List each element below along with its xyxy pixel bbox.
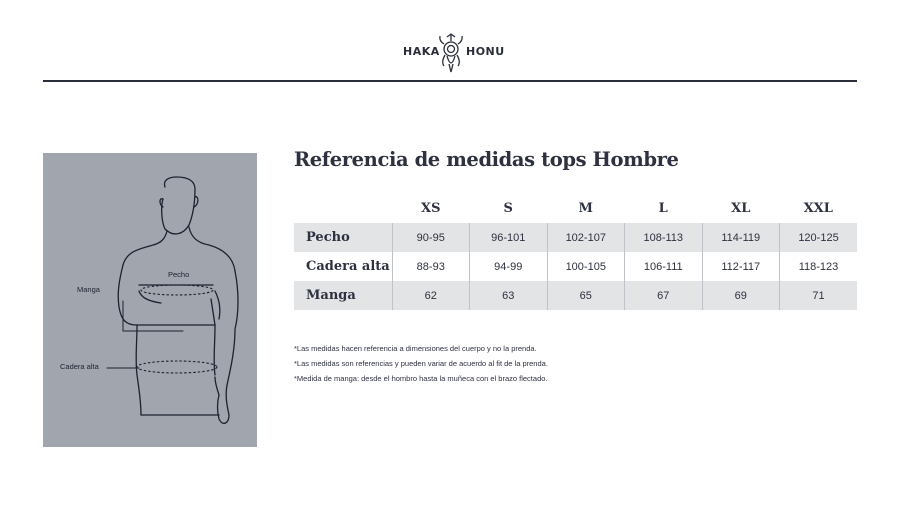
table-cell: 63 [470,281,548,310]
page-title: Referencia de medidas tops Hombre [294,148,679,171]
size-header-row [294,193,857,223]
header [0,0,900,80]
table-cell: 96-101 [470,223,548,252]
table-cell: 114-119 [702,223,780,252]
note-2: *Las medidas son referencias y pueden variar de acuerdo al fit de la prenda. [294,359,548,368]
table-cell: 62 [392,281,470,310]
torso-diagram-icon [43,153,257,447]
brand-name-right: HONU [466,45,505,58]
table-cell: 65 [547,281,625,310]
size-header-xl: XL [731,200,751,216]
table-cell: 120-125 [780,223,858,252]
label-cadera-alta: Cadera alta [60,362,99,371]
table-cell: 112-117 [702,252,780,281]
table-cell: 90-95 [392,223,470,252]
brand-name-left: HAKA [403,45,440,58]
brand-logo[interactable] [400,30,505,74]
note-1: *Las medidas hacen referencia a dimensiones del cuerpo y no la prenda. [294,344,537,353]
size-header-xxl: XXL [803,200,833,216]
table-cell: 94-99 [470,252,548,281]
table-row [294,281,857,310]
label-pecho: Pecho [168,270,190,279]
body-diagram-panel [43,153,257,447]
table-cell: 100-105 [547,252,625,281]
header-divider [43,80,857,82]
table-cell: 88-93 [392,252,470,281]
header-corner [294,193,392,223]
table-cell: 108-113 [625,223,703,252]
notes [294,341,548,386]
table-cell: 106-111 [625,252,703,281]
table-row [294,252,857,281]
table-cell: 69 [702,281,780,310]
table-cell: 71 [780,281,858,310]
table-cell: 102-107 [547,223,625,252]
size-header-s: S [503,200,513,216]
size-table [294,193,857,310]
size-header-xs: XS [421,200,441,216]
table-cell: 67 [625,281,703,310]
turtle-emblem-icon [438,32,464,74]
size-header-m: M [578,200,593,216]
note-3: *Medida de manga: desde el hombro hasta la muñeca con el brazo flectado. [294,374,548,383]
row-label-manga: Manga [294,281,392,310]
size-header-l: L [658,200,668,216]
table-cell: 118-123 [780,252,858,281]
row-label-pecho: Pecho [294,223,392,252]
label-manga: Manga [77,285,100,294]
table-row [294,223,857,252]
row-label-cadera-alta: Cadera alta [306,259,390,274]
